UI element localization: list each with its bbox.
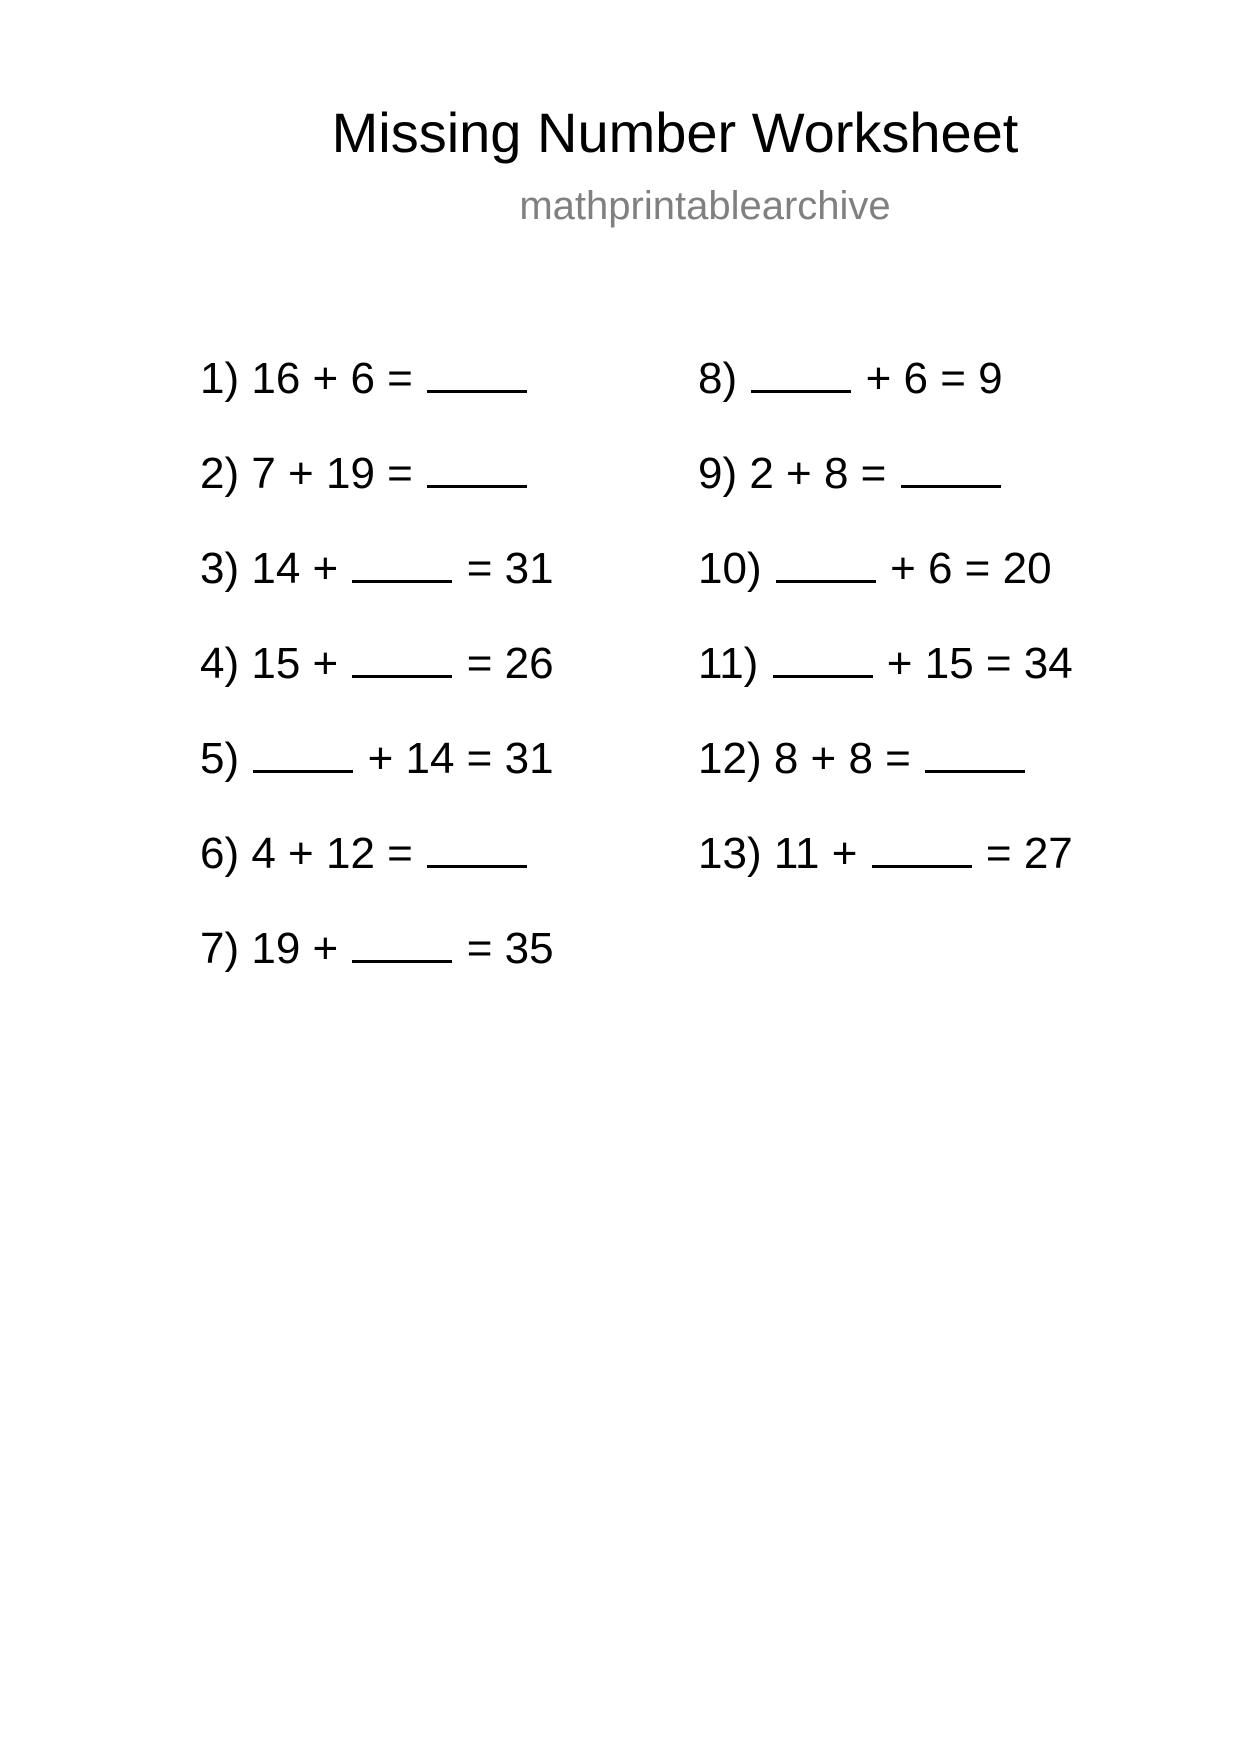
problem-item (200, 445, 554, 540)
problem-item (200, 920, 554, 1015)
problem-expression-before: 8 + 8 = (773, 734, 911, 783)
problem-expression-before: 4 + 12 = (251, 829, 413, 878)
answer-blank[interactable] (352, 540, 452, 583)
problem-item (200, 730, 554, 825)
problem-expression-before: 16 + 6 = (251, 354, 413, 403)
problem-item (698, 445, 1073, 540)
problem-number: 3) (200, 544, 240, 593)
problem-item (698, 825, 1073, 920)
problem-number: 2) (200, 449, 240, 498)
problem-item (200, 825, 554, 920)
answer-blank[interactable] (751, 350, 851, 393)
answer-blank[interactable] (901, 445, 1001, 488)
answer-blank[interactable] (352, 635, 452, 678)
answer-blank[interactable] (773, 635, 873, 678)
problem-expression-after: = 27 (985, 829, 1073, 878)
problem-number: 7) (200, 924, 240, 973)
answer-blank[interactable] (253, 730, 353, 773)
problem-number: 11) (698, 639, 759, 688)
answer-blank[interactable] (352, 920, 452, 963)
problem-number: 5) (200, 734, 240, 783)
problem-expression-after: + 6 = 20 (890, 544, 1052, 593)
problem-item (698, 730, 1073, 825)
problem-number: 12) (698, 734, 762, 783)
answer-blank[interactable] (427, 350, 527, 393)
problem-number: 10) (698, 544, 762, 593)
problem-item (698, 635, 1073, 730)
problem-expression-before: 14 + (251, 544, 339, 593)
problem-number: 9) (698, 449, 738, 498)
problem-number: 13) (698, 829, 762, 878)
problem-expression-after: + 15 = 34 (886, 639, 1073, 688)
problem-number: 6) (200, 829, 240, 878)
problem-number: 4) (200, 639, 240, 688)
problem-expression-before: 7 + 19 = (251, 449, 413, 498)
answer-blank[interactable] (872, 825, 972, 868)
problem-item (200, 350, 554, 445)
problem-item (698, 350, 1073, 445)
problem-expression-after: + 14 = 31 (367, 734, 554, 783)
answer-blank[interactable] (427, 825, 527, 868)
problem-item (698, 540, 1073, 635)
problem-expression-before: 19 + (251, 924, 339, 973)
problem-expression-after: = 26 (466, 639, 554, 688)
problem-expression-after: = 31 (466, 544, 554, 593)
problem-number: 8) (698, 354, 738, 403)
problems-right-column (698, 350, 1073, 920)
problem-expression-after: = 35 (466, 924, 554, 973)
problem-expression-before: 15 + (251, 639, 339, 688)
problem-expression-before: 2 + 8 = (749, 449, 887, 498)
problems-left-column (200, 350, 554, 1015)
problem-number: 1) (200, 354, 240, 403)
page-subtitle: mathprintablearchive (519, 184, 891, 228)
problem-expression-after: + 6 = 9 (865, 354, 1003, 403)
page-title: Missing Number Worksheet (331, 101, 1019, 164)
answer-blank[interactable] (427, 445, 527, 488)
problem-item (200, 540, 554, 635)
problem-expression-before: 11 + (773, 829, 858, 878)
problem-item (200, 635, 554, 730)
answer-blank[interactable] (925, 730, 1025, 773)
answer-blank[interactable] (776, 540, 876, 583)
